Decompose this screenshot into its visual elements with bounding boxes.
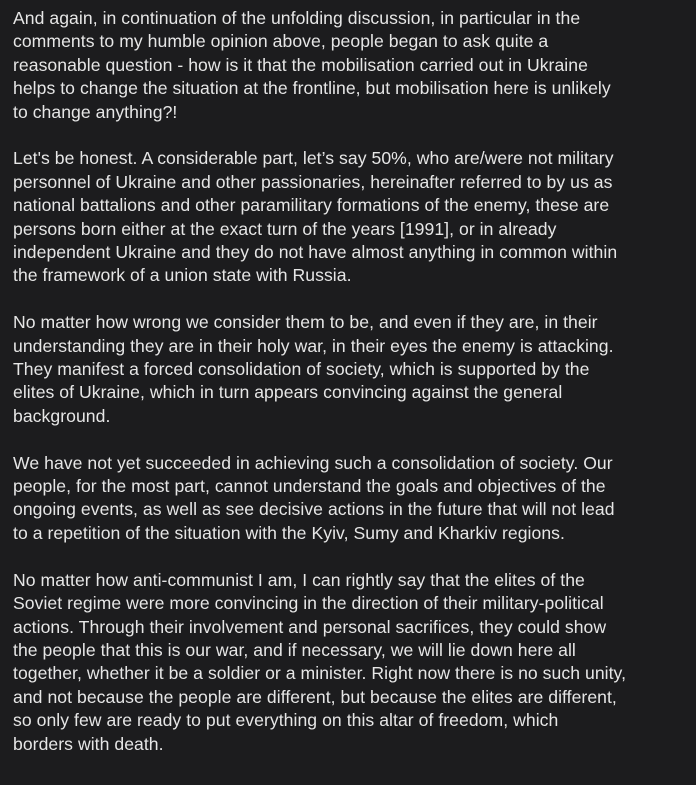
text-line: reasonable question - how is it that the mobilisation carried out in Ukraine <box>13 54 588 75</box>
text-line: Let's be honest. A considerable part, let’s say 50%, who are/were not military <box>13 148 614 169</box>
text-line: independent Ukraine and they do not have almost anything in common within <box>13 242 618 263</box>
text-line: and not because the people are different, but because the elites are different, <box>13 686 617 707</box>
paragraph <box>13 569 690 756</box>
text-line: the people that this is our war, and if necessary, we will lie down here all <box>13 639 576 660</box>
text-line: elites of Ukraine, which in turn appears convincing against the general <box>13 382 563 403</box>
text-line: No matter how wrong we consider them to be, and even if they are, in their <box>13 312 598 333</box>
text-line: And again, in continuation of the unfolding discussion, in particular in the <box>13 8 581 28</box>
text-line: Soviet regime were more convincing in the direction of their military-political <box>13 593 604 614</box>
text-line: to a repetition of the situation with the Kyiv, Sumy and Kharkiv regions. <box>13 522 565 543</box>
text-line: the framework of a union state with Russia. <box>13 265 352 286</box>
text-line: comments to my humble opinion above, people began to ask quite a <box>13 31 549 52</box>
text-line: helps to change the situation at the frontline, but mobilisation here is unlikely <box>13 78 611 99</box>
paragraph <box>13 311 690 428</box>
text-line: We have not yet succeeded in achieving such a consolidation of society. Our <box>13 452 613 473</box>
text-line: borders with death. <box>13 733 164 754</box>
text-line: background. <box>13 405 111 426</box>
paragraph <box>13 7 690 124</box>
text-line: to change anything?! <box>13 101 178 122</box>
text-line: ongoing events, as well as see decisive actions in the future that will not lead <box>13 499 615 520</box>
text-line: together, whether it be a soldier or a minister. Right now there is no such unity, <box>13 663 627 684</box>
paragraph <box>13 452 690 546</box>
text-line: people, for the most part, cannot understand the goals and objectives of the <box>13 476 606 497</box>
text-line: national battalions and other paramilitary formations of the enemy, these are <box>13 195 610 216</box>
text-line: personnel of Ukraine and other passionaries, hereinafter referred to by us as <box>13 171 613 192</box>
paragraph <box>13 147 690 287</box>
text-line: understanding they are in their holy war, in their eyes the enemy is attacking. <box>13 335 614 356</box>
text-line: No matter how anti-communist I am, I can rightly say that the elites of the <box>13 569 585 590</box>
text-line: They manifest a forced consolidation of society, which is supported by the <box>13 359 590 380</box>
text-line: actions. Through their involvement and personal sacrifices, they could show <box>13 616 607 637</box>
text-line: so only few are ready to put everything on this altar of freedom, which <box>13 710 559 731</box>
text-line: persons born either at the exact turn of the years [1991], or in already <box>13 218 557 239</box>
